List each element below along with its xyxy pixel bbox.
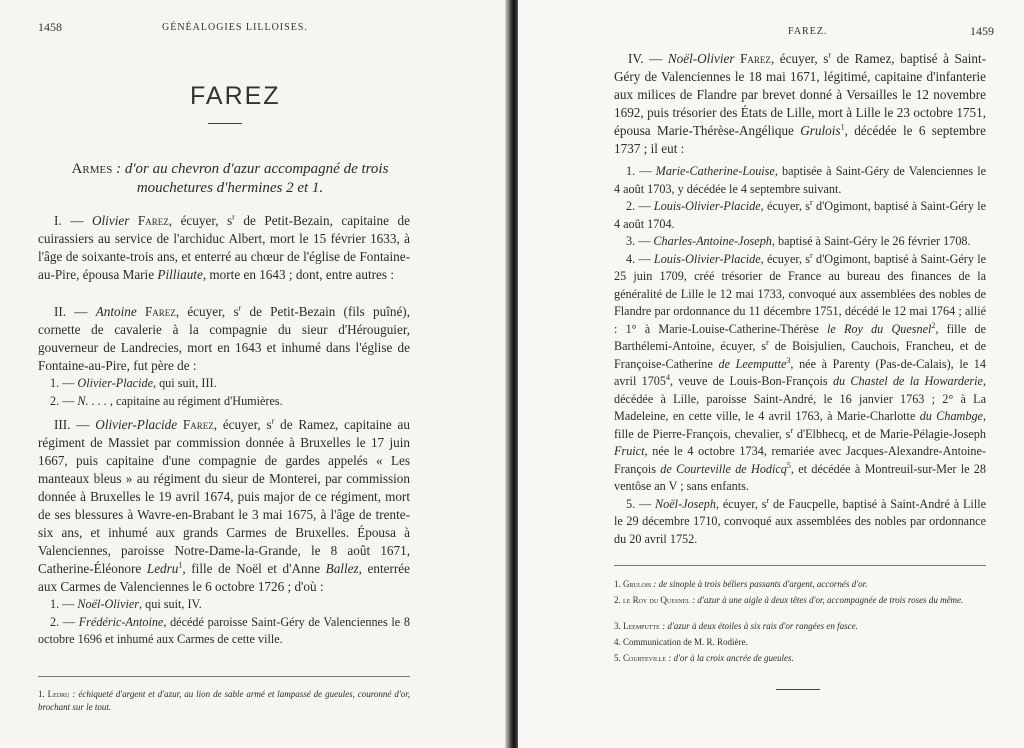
- footnote-number: 4.: [614, 637, 621, 647]
- child-number: 4. —: [626, 251, 651, 266]
- child-text: , qui suit, III.: [152, 376, 217, 390]
- footnote-name: Leemputte: [623, 621, 660, 631]
- entry-number: II. —: [54, 304, 88, 319]
- house-name: de Leemputte: [718, 356, 787, 371]
- house-name: du Chastel de la Howarderie: [832, 374, 983, 388]
- footnote-1: [38, 688, 410, 714]
- superscript: r: [790, 425, 794, 435]
- entry-text: , écuyer, s: [175, 304, 239, 319]
- footnote-text: : d'or à la croix ancrée de gueules.: [665, 653, 794, 663]
- surname: Farez: [144, 304, 176, 319]
- left-page: [0, 0, 510, 748]
- house-name: de Courteville de Hodicq: [660, 461, 787, 476]
- child-text: de Boisjulien, Cauchois, Francheu, et de Françoise-Catherine: [614, 339, 986, 371]
- child-name: N. . . . ,: [77, 393, 113, 408]
- entry-text: , décédée le 6 septembre 1737 ; il eut :: [614, 123, 986, 156]
- footnote-number: 2.: [614, 595, 621, 605]
- end-rule: [776, 689, 820, 690]
- entry-text: de Petit-Bezain, capitaine de cuirassiers au service de l'archiduc Albert, mort le 15 février 1633, à l'âge de soixante-trois ans, et enterré au chœur de l'église de Fontaine-au-Pire, épousa Marie: [38, 213, 410, 282]
- child-number: 1. —: [626, 164, 652, 178]
- footnote-name: Courteville: [623, 653, 666, 663]
- superscript: r: [271, 416, 275, 426]
- superscript: r: [766, 337, 769, 347]
- person-name: Noël-Olivier: [667, 51, 735, 66]
- child-text: écuyer, s: [763, 199, 811, 213]
- house-name: du Chambge: [919, 409, 983, 423]
- child-number: 5. —: [626, 496, 652, 511]
- superscript: r: [766, 495, 770, 505]
- entry-II: [38, 303, 410, 410]
- superscript: r: [810, 197, 813, 207]
- footnote-5: [614, 652, 794, 665]
- footnote-text: : d'azur à deux étoiles à six rais d'or rangées en fasce.: [659, 621, 858, 631]
- footnote-name: Ledru: [47, 689, 70, 699]
- mother-name: Ballez: [325, 561, 359, 576]
- child-number: 3. —: [626, 234, 651, 248]
- child-text: , fille de Pierre-François, chevalier, s: [614, 409, 986, 441]
- child-text: capitaine au régiment d'Humières.: [112, 393, 283, 408]
- right-page: [518, 0, 1024, 748]
- child-number: 1. —: [50, 597, 75, 611]
- superscript: r: [232, 212, 235, 222]
- entry-text: de Petit-Bezain (fils puîné), cornette de cavalerie à la compagnie du sieur d'Hérouguier, gouverneur de Landrecies, mort en 1643 et inhumé dans l'église de Fontaine-au-Pire, fut père de :: [38, 304, 410, 373]
- entry-text: , enterrée aux Carmes de Valenciennes le 6 octobre 1726 ; d'où :: [38, 561, 410, 594]
- entry-IV: [614, 50, 986, 158]
- footnote-ref: 1: [178, 560, 183, 570]
- child-text: , fille de Barthélemi-Antoine, écuyer, s: [614, 321, 986, 353]
- page-title: FAREZ: [190, 82, 281, 110]
- left-page-number: 1458: [38, 20, 62, 34]
- child-name: Noël-Joseph: [655, 496, 716, 511]
- footnote-number: 5.: [614, 653, 621, 663]
- child-text: , écuyer, s: [760, 251, 811, 266]
- child-name: Louis-Olivier-Placide: [653, 251, 761, 266]
- entry-number: III. —: [54, 417, 90, 432]
- child-number: 2. —: [50, 393, 75, 408]
- child-text: , baptisée à Saint-Géry de Valenciennes le 4 août 1703, y décédée le 4 septembre suivant.: [614, 164, 987, 196]
- arms-label: Armes: [71, 161, 113, 177]
- footnote-ref: 4: [666, 372, 670, 382]
- footnote-2: [614, 594, 986, 607]
- footnote-text: Communication de M. R. Rodière.: [623, 637, 748, 647]
- child-text: , écuyer, s: [715, 496, 767, 511]
- child-text: d'Ogimont, baptisé à Saint-Géry le 25 juin 1709, créé trésorier de France au bureau des finances de la généralité de Lille le 12 mai 1733, convoqué aux assemblées des nobles de Flandre par ordonnance du 11 décembre 1751, décédé le 12 mai 1764 ; allié : 1° à Marie-Louise-Catherine-Thérèse: [614, 251, 987, 336]
- footnote-ref: 1: [840, 122, 845, 132]
- surname: Farez: [182, 417, 214, 432]
- entry-number: I. —: [54, 213, 84, 228]
- child-number: 2. —: [626, 199, 651, 213]
- person-name: Olivier-Placide: [95, 417, 178, 432]
- child-text: , baptisé à Saint-Géry le 26 février 1708.: [771, 234, 971, 248]
- entry-text: de Ramez, capitaine au régiment de Massiet par commission donnée à Bruxelles le 17 juin 1667, puis capitaine d'une compagnie de gardes appelés « Les manteaux bleus » au régiment du sieur de Monterei, par commission donnée à Bruxelles le 19 avril 1674, puis major de ce régiment, mort de ses blessures à Wavre-en-Brabant le 3 mai 1675, à l'âge de trente-six ans, et inhumé aux grands Carmes de Bruxelles. Épousa à Valenciennes, paroisse Notre-Dame-la-Grande, le 8 août 1671, Catherine-Éléonore: [38, 417, 410, 576]
- entry-III: [38, 416, 410, 649]
- child-text: d'Elbhecq, et de Marie-Pélagie-Joseph: [793, 426, 986, 441]
- footnote-number: 1.: [38, 689, 45, 699]
- child-name: Noël-Olivier: [77, 597, 140, 611]
- child-name: Marie-Catherine-Louise: [655, 164, 775, 178]
- entry-text: , écuyer, s: [770, 51, 829, 66]
- child-name: Olivier-Placide: [77, 376, 153, 390]
- child-text: d'Ogimont, baptisé à Saint-Géry le 4 août 1704.: [614, 199, 987, 231]
- child-text: , et décédée à Montreuil-sur-Mer le 28 ventôse an V ; sans enfants.: [614, 461, 986, 493]
- footnote-text: : d'azur à une aigle à deux têtes d'or, accompagnée de trois roses du même.: [689, 595, 964, 605]
- entry-text: , écuyer, s: [213, 417, 272, 432]
- person-name: Olivier: [91, 213, 130, 228]
- footnote-3: [614, 620, 858, 633]
- footnote-text: : échiqueté d'argent et d'azur, au lion de sable armé et lampassé de gueules, couronné d'or, brochant sur le tout.: [38, 689, 410, 712]
- footnote-rule: [38, 676, 410, 677]
- spouse-name: Grulois: [800, 123, 841, 138]
- footnote-1: [614, 578, 867, 591]
- child-number: 2. —: [50, 614, 76, 629]
- house-name: le Roy du Quesnel: [826, 321, 932, 336]
- child-text: , décédé paroisse Saint-Géry de Valenciennes le 8 octobre 1696 et inhumé aux Carmes de cette ville.: [38, 614, 411, 646]
- child-text: , née le 4 octobre 1734, remariée avec Jacques-Alexandre-Antoine-François: [614, 444, 986, 476]
- footnote-ref: 2: [931, 320, 936, 330]
- arms-blazon: [40, 160, 420, 198]
- footnote-name: Grulois: [623, 579, 652, 589]
- entry-I: [38, 212, 410, 284]
- superscript: r: [810, 250, 813, 260]
- footnote-rule: [614, 565, 986, 566]
- entry-number: IV. —: [628, 51, 663, 66]
- surname: Farez: [740, 51, 771, 66]
- left-running-head: GÉNÉALOGIES LILLOISES.: [162, 22, 308, 33]
- child-name: Louis-Olivier-Placide,: [653, 199, 764, 213]
- superscript: r: [828, 50, 832, 60]
- child-number: 1. —: [50, 376, 75, 390]
- child-name: Charles-Antoine-Joseph: [653, 234, 772, 248]
- footnote-number: 3.: [614, 621, 621, 631]
- footnote-ref: 5: [786, 460, 791, 470]
- footnote-4: [614, 636, 748, 649]
- title-rule: [208, 123, 242, 124]
- child-text: , décédée à Lille, paroisse Saint-André, le 16 janvier 1763 ; 2° à La Madeleine, en cette ville, le 4 avril 1763, à Marie-Charlotte: [614, 374, 986, 423]
- house-name: Fruict: [614, 444, 645, 458]
- entry-text: , morte en 1643 ; dont, entre autres :: [202, 267, 394, 282]
- children-list: [614, 163, 986, 548]
- child-text: de Faucpelle, baptisé à Saint-André à Lille le 29 décembre 1710, convoqué aux assemblées des nobles par ordonnance du 20 avril 1752.: [614, 496, 986, 546]
- footnote-number: 1.: [614, 579, 621, 589]
- spouse-name: Ledru: [146, 561, 179, 576]
- right-page-number: 1459: [970, 24, 994, 38]
- child-text: , née à Parenty (Pas-de-Calais), le 14 avril 1705: [614, 356, 986, 388]
- entry-text: , écuyer, s: [168, 213, 233, 228]
- arms-text: : d'or au chevron d'azur accompagné de trois mouchetures d'hermines 2 et 1.: [116, 161, 389, 196]
- surname: Farez: [137, 213, 169, 228]
- superscript: r: [238, 303, 242, 313]
- entry-text: , fille de Noël et d'Anne: [182, 561, 326, 576]
- footnote-ref: 3: [786, 355, 791, 365]
- person-name: Antoine: [95, 304, 137, 319]
- child-text: , veuve de Louis-Bon-François: [670, 374, 833, 388]
- footnote-name: le Roy du Quesnel: [623, 595, 690, 605]
- spouse-name: Pilliaute: [157, 267, 203, 282]
- footnote-text: : de sinople à trois béliers passants d'argent, accornés d'or.: [651, 579, 868, 589]
- right-running-head: FAREZ.: [788, 26, 828, 37]
- entry-text: de Ramez, baptisé à Saint-Géry de Valenciennes le 18 mai 1671, légitimé, capitaine d'infanterie aux milices de Flandre par brevet donné à Versailles le 12 novembre 1692, puis trésorier des États de Lille, mort à Lille le 23 octobre 1751, épousa Marie-Thérèse-Angélique: [614, 51, 987, 138]
- child-text: , qui suit, IV.: [139, 597, 202, 611]
- child-name: Frédéric-Antoine: [78, 614, 164, 629]
